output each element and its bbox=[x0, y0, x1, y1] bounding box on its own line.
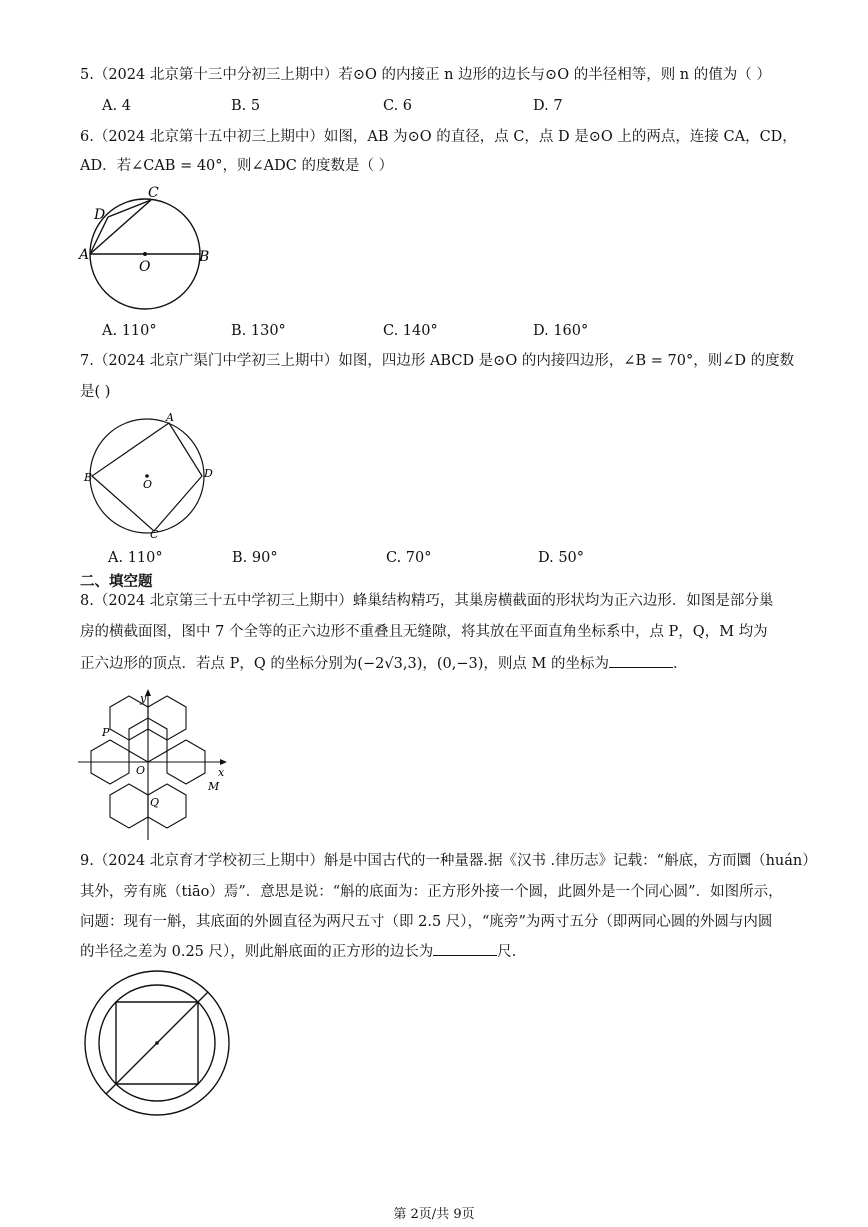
q9-stem-line3: 问题：现有一斛，其底面的外圆直径为两尺五寸（即 2.5 尺），“庣旁”为两寸五分（即两同心圆的外圆与内圆 bbox=[80, 914, 773, 930]
q6-label-o: O bbox=[139, 259, 151, 275]
q7-label-c: C bbox=[150, 528, 159, 541]
q8-label-q: Q bbox=[150, 796, 160, 809]
q5-option-d: D. 7 bbox=[533, 98, 563, 114]
q7-label-d: D bbox=[204, 467, 213, 480]
q9-answer-blank[interactable] bbox=[433, 941, 497, 956]
q6-circle-figure bbox=[78, 184, 218, 314]
q7-label-a: A bbox=[166, 411, 174, 424]
q7-option-b: B. 90° bbox=[232, 550, 278, 566]
q8-label-y: y bbox=[140, 692, 147, 705]
q7-stem-line1: 7.（2024 北京广渠门中学初三上期中）如图，四边形 ABCD 是⊙O 的内接四边形，∠B = 70°，则∠D 的度数 bbox=[80, 353, 795, 369]
q6-label-d: D bbox=[94, 207, 106, 223]
q5-option-a: A. 4 bbox=[102, 98, 131, 114]
q9-stem-line2: 其外，旁有庣（tiāo）焉”．意思是说：“斛的底面为：正方形外接一个圆，此圆外是一个同心圆”．如图所示， bbox=[80, 884, 783, 900]
q6-stem-line2: AD．若∠CAB = 40°，则∠ADC 的度数是（ ） bbox=[80, 158, 394, 174]
q5-stem: 5.（2024 北京第十三中分初三上期中）若⊙O 的内接正 n 边形的边长与⊙O 的半径相等，则 n 的值为（ ） bbox=[80, 67, 771, 83]
q8-stem-line1: 8.（2024 北京第三十五中学初三上期中）蜂巢结构精巧，其巢房横截面的形状均为正六边形．如图是部分巢 bbox=[80, 593, 774, 609]
q6-option-a: A. 110° bbox=[102, 323, 157, 339]
q6-label-a: A bbox=[79, 247, 90, 263]
q7-label-o: O bbox=[143, 478, 153, 491]
q7-label-b: B bbox=[84, 471, 93, 484]
page-footer: 第 2页/共 9页 bbox=[393, 1207, 475, 1222]
q7-option-c: C. 70° bbox=[386, 550, 432, 566]
q6-option-d: D. 160° bbox=[533, 323, 589, 339]
q5-option-c: C. 6 bbox=[383, 98, 413, 114]
q8-honeycomb-figure bbox=[78, 688, 238, 843]
q6-label-b: B bbox=[199, 249, 210, 265]
q8-stem-line2: 房的横截面图，图中 7 个全等的正六边形不重叠且无缝隙，将其放在平面直角坐标系中，点 P，Q，M 均为 bbox=[80, 624, 768, 640]
q6-label-c: C bbox=[148, 185, 159, 201]
q7-circle-figure bbox=[82, 410, 222, 542]
section-heading: 二、填空题 bbox=[80, 574, 153, 590]
q5-option-b: B. 5 bbox=[231, 98, 261, 114]
q8-label-m: M bbox=[208, 780, 220, 793]
q9-stem-line4: 的半径之差为 0.25 尺），则此斛底面的正方形的边长为 尺. bbox=[80, 941, 516, 963]
q6-option-b: B. 130° bbox=[231, 323, 286, 339]
q8-label-o: O bbox=[136, 764, 146, 777]
q7-stem-line2: 是( ) bbox=[80, 384, 111, 400]
q7-option-a: A. 110° bbox=[108, 550, 163, 566]
q8-stem-line3: 正六边形的顶点．若点 P，Q 的坐标分别为(−2√3,3)，(0,−3)，则点 M 的坐标为 ． bbox=[80, 653, 687, 675]
q6-option-c: C. 140° bbox=[383, 323, 438, 339]
q9-stem-line1: 9.（2024 北京育才学校初三上期中）斛是中国古代的一种量器.据《汉书 .律历志》记载：“斛底，方而圜（huán） bbox=[80, 853, 817, 869]
q8-label-p: P bbox=[102, 726, 110, 739]
q7-option-d: D. 50° bbox=[538, 550, 585, 566]
q9-concentric-circles-figure bbox=[84, 970, 234, 1120]
q6-stem-line1: 6.（2024 北京第十五中初三上期中）如图，AB 为⊙O 的直径，点 C，点 D 是⊙O 上的两点，连接 CA，CD， bbox=[80, 129, 797, 145]
q8-label-x: x bbox=[218, 766, 225, 779]
q8-coord-p: (−2√3,3) bbox=[357, 656, 423, 672]
q8-coord-q: (0,−3) bbox=[436, 656, 484, 672]
q8-answer-blank[interactable] bbox=[609, 653, 673, 668]
